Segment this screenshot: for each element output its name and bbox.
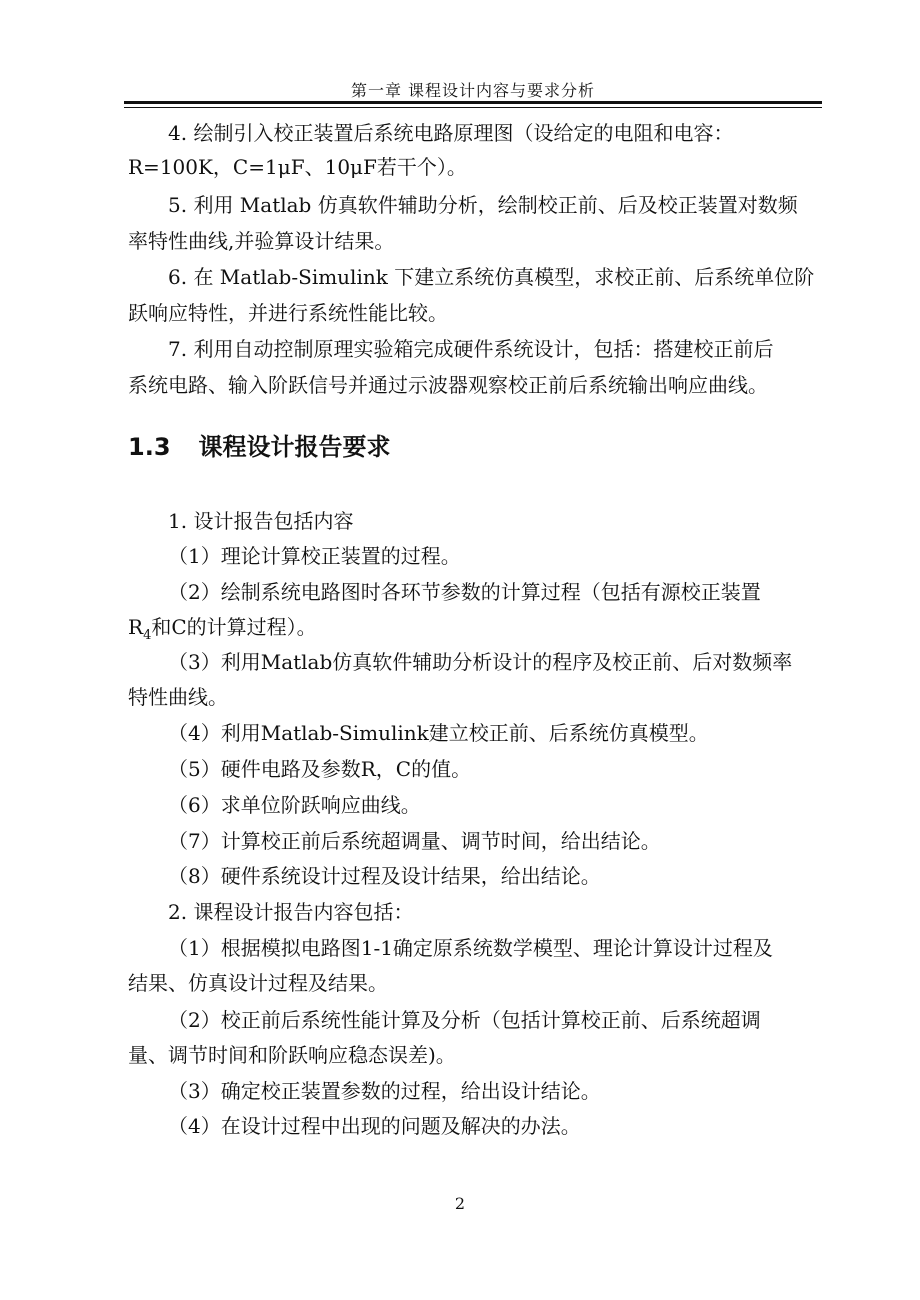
item-7-line-2: 系统电路、输入阶跃信号并通过示波器观察校正前后系统输出响应曲线。: [128, 373, 768, 397]
part1-item-2-line-2: [128, 617, 317, 642]
section-title: 课程设计报告要求: [198, 433, 391, 461]
resistor-symbol: R: [128, 615, 144, 639]
header-rule-thick: [124, 101, 822, 104]
part2-item-1-line-1: （1）根据模拟电路图1-1确定原系统数学模型、理论计算设计过程及: [168, 936, 773, 960]
item-7-line-1: 7. 利用自动控制原理实验箱完成硬件系统设计，包括：搭建校正前后: [168, 337, 774, 361]
section-number: 1.3: [128, 433, 171, 461]
item-4-line-2: R=100K，C=1μF、10μF若干个）。: [128, 155, 467, 179]
part2-title: 2. 课程设计报告内容包括：: [168, 900, 414, 924]
part2-item-1-line-2: 结果、仿真设计过程及结果。: [128, 971, 388, 995]
part1-item-3-line-2: 特性曲线。: [128, 685, 228, 709]
part1-item-4: （4）利用Matlab-Simulink建立校正前、后系统仿真模型。: [168, 721, 709, 745]
item-4-line-1: 4. 绘制引入校正装置后系统电路原理图（设给定的电阻和电容：: [168, 121, 734, 145]
resistor-subscript: 4: [143, 628, 152, 643]
part1-item-7: （7）计算校正前后系统超调量、调节时间，给出结论。: [168, 829, 661, 853]
section-heading: [128, 435, 391, 459]
part1-item-2-line-1: （2）绘制系统电路图时各环节参数的计算过程（包括有源校正装置: [168, 580, 761, 604]
page-number: 2: [454, 1194, 466, 1213]
part2-item-2-line-1: （2）校正前后系统性能计算及分析（包括计算校正前、后系统超调: [168, 1008, 761, 1032]
running-header: 第一章 课程设计内容与要求分析: [350, 81, 596, 100]
part1-item-5: （5）硬件电路及参数R，C的值。: [168, 757, 472, 781]
part1-item-2-tail: 和C的计算过程）。: [151, 615, 317, 639]
item-5-line-2: 率特性曲线,并验算设计结果。: [128, 229, 395, 253]
part1-item-6: （6）求单位阶跃响应曲线。: [168, 793, 421, 817]
part1-title: 1. 设计报告包括内容: [168, 509, 354, 533]
part2-item-2-line-2: 量、调节时间和阶跃响应稳态误差)。: [128, 1043, 456, 1067]
part2-item-4: （4）在设计过程中出现的问题及解决的办法。: [168, 1114, 581, 1138]
item-5-line-1: 5. 利用 Matlab 仿真软件辅助分析，绘制校正前、后及校正装置对数频: [168, 193, 798, 217]
part1-item-1: （1）理论计算校正装置的过程。: [168, 544, 461, 568]
item-6-line-1: 6. 在 Matlab-Simulink 下建立系统仿真模型，求校正前、后系统单位阶: [168, 265, 815, 289]
part1-item-8: （8）硬件系统设计过程及设计结果，给出结论。: [168, 864, 601, 888]
header-rule-thin: [124, 107, 822, 108]
part1-item-3-line-1: （3）利用Matlab仿真软件辅助分析设计的程序及校正前、后对数频率: [168, 650, 793, 674]
item-6-line-2: 跃响应特性，并进行系统性能比较。: [128, 301, 448, 325]
part2-item-3: （3）确定校正装置参数的过程，给出设计结论。: [168, 1079, 601, 1103]
